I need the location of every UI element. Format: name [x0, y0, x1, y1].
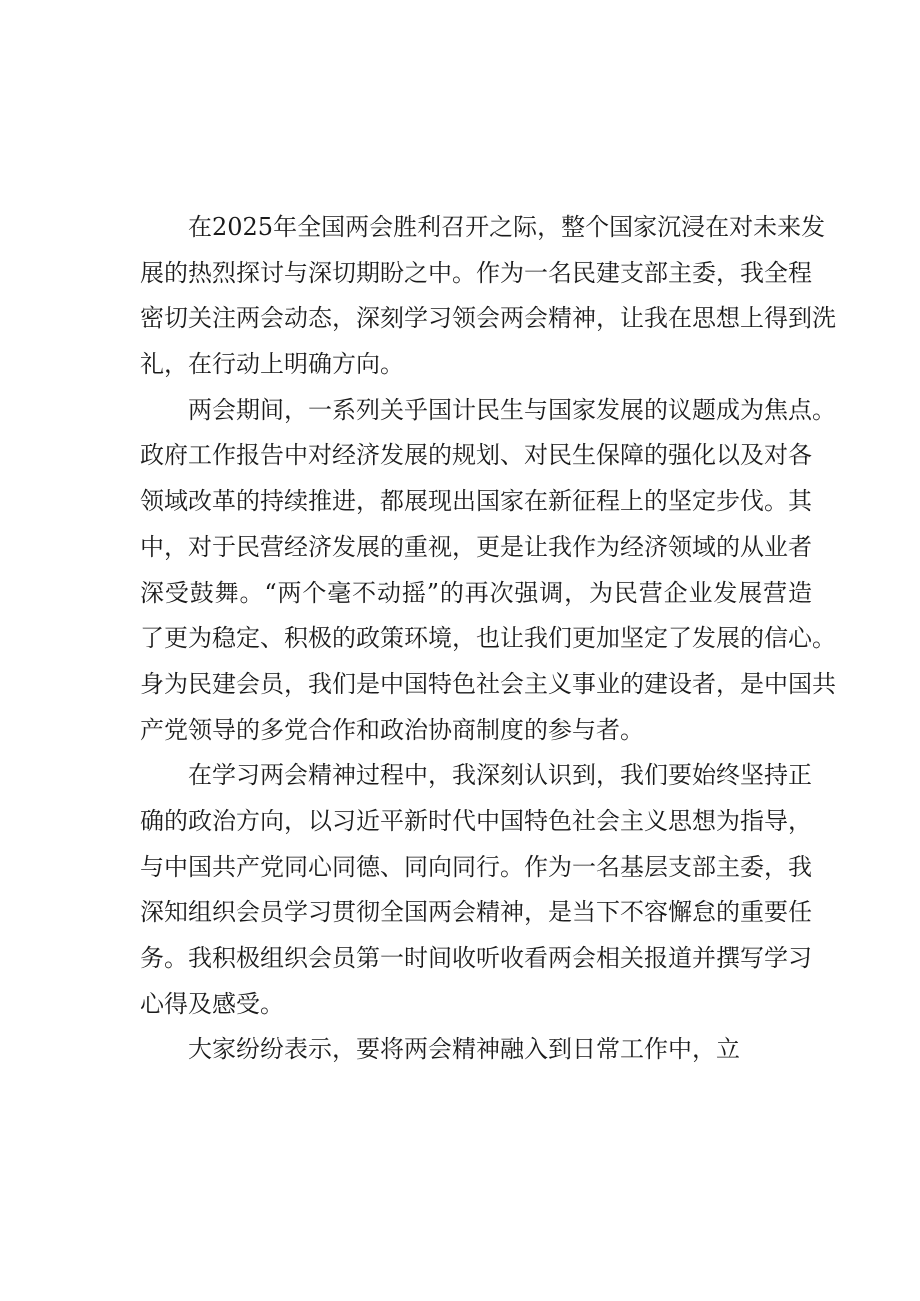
paragraph-line: 政府工作报告中对经济发展的规划、对民生保障的强化以及对各 [140, 441, 812, 470]
paragraph-line: 领域改革的持续推进，都展现出国家在新征程上的坚定步伐。其 [140, 487, 812, 516]
paragraph-1 [140, 205, 836, 388]
paragraph-line: 心得及感受。 [140, 989, 284, 1018]
document-body [140, 205, 836, 1073]
paragraph-line: 两会期间，一系列关乎国计民生与国家发展的议题成为焦点。 [188, 395, 836, 424]
paragraph-line: 展的热烈探讨与深切期盼之中。作为一名民建支部主委，我全程 [140, 258, 812, 287]
paragraph-line: 中，对于民营经济发展的重视，更是让我作为经济领域的从业者 [140, 532, 812, 561]
paragraph-line: 了更为稳定、积极的政策环境，也让我们更加坚定了发展的信心。 [140, 624, 836, 653]
paragraph-line: 身为民建会员，我们是中国特色社会主义事业的建设者，是中国共 [140, 669, 836, 698]
paragraph-line: 与中国共产党同心同德、同向同行。作为一名基层支部主委，我 [140, 852, 812, 881]
paragraph-line: 确的政治方向，以习近平新时代中国特色社会主义思想为指导， [140, 806, 812, 835]
paragraph-line: 在2025年全国两会胜利召开之际，整个国家沉浸在对未来发 [188, 213, 826, 241]
paragraph-line: 深知组织会员学习贯彻全国两会精神，是当下不容懈怠的重要任 [140, 898, 812, 927]
paragraph-line: 深受鼓舞。“两个毫不动摇”的再次强调，为民营企业发展营造 [140, 578, 812, 607]
paragraph-line: 产党领导的多党合作和政治协商制度的参与者。 [140, 715, 644, 744]
paragraph-line: 密切关注两会动态，深刻学习领会两会精神，让我在思想上得到洗 [140, 304, 836, 333]
paragraph-4 [140, 1027, 812, 1073]
paragraph-line: 在学习两会精神过程中，我深刻认识到，我们要始终坚持正 [188, 761, 812, 790]
paragraph-3 [140, 753, 812, 1027]
paragraph-line: 大家纷纷表示，要将两会精神融入到日常工作中，立 [188, 1035, 740, 1064]
paragraph-line: 礼，在行动上明确方向。 [140, 350, 404, 379]
paragraph-2 [140, 388, 836, 754]
paragraph-line: 务。我积极组织会员第一时间收听收看两会相关报道并撰写学习 [140, 944, 812, 972]
